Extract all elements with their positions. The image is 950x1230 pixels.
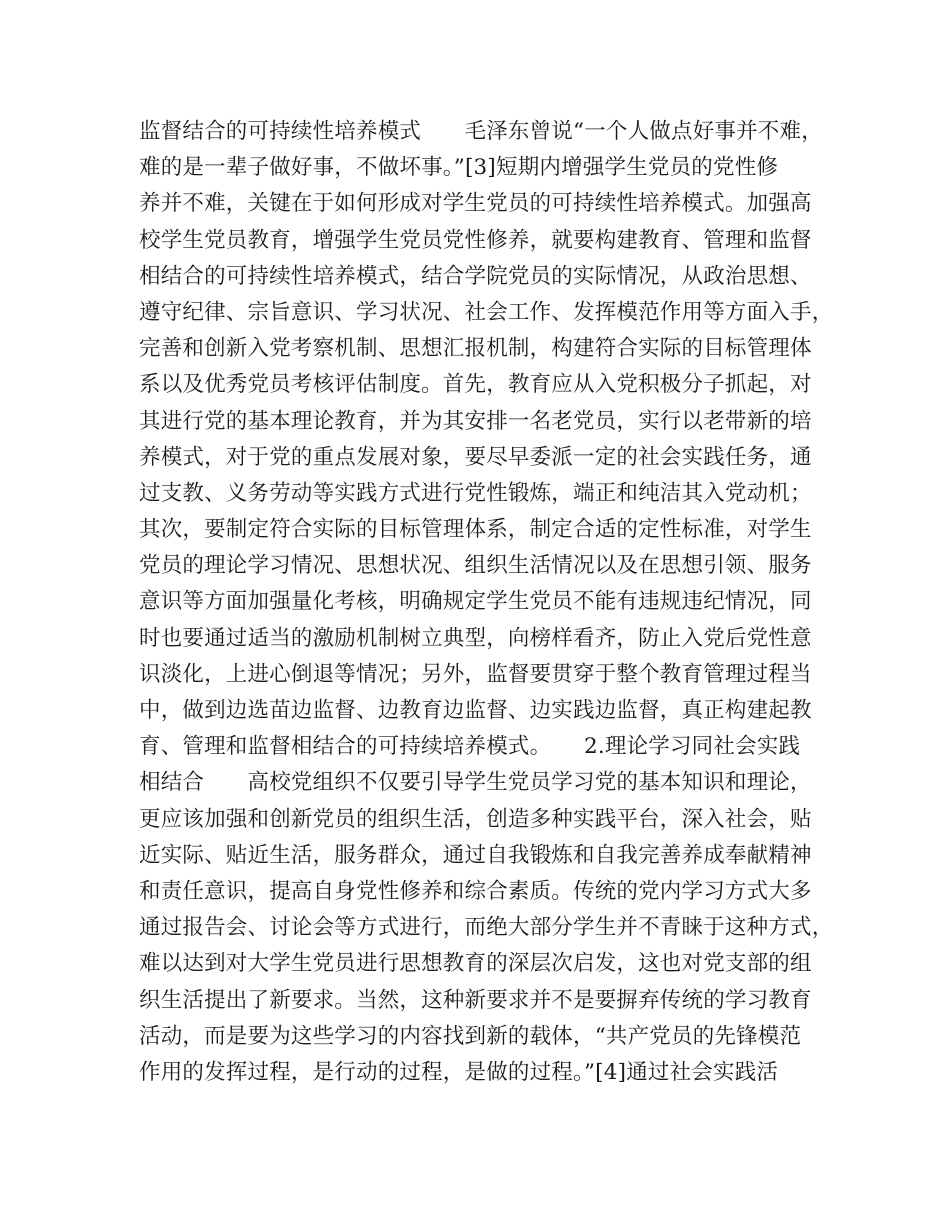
text-line: 养模式，对于党的重点发展对象，要尽早委派一定的社会实践任务，通 (139, 444, 812, 470)
text-line: 完善和创新入党考察机制、思想汇报机制，构建符合实际的目标管理体 (139, 336, 812, 362)
text-line: 识淡化，上进心倒退等情况；另外，监督要贯穿于整个教育管理过程当 (139, 661, 812, 687)
text-line: 通过报告会、讨论会等方式进行，而绝大部分学生并不青睐于这种方式， (139, 915, 834, 941)
text-line: 其进行党的基本理论教育，并为其安排一名老党员，实行以老带新的培 (139, 408, 812, 434)
text-line: 更应该加强和创新党员的组织生活，创造多种实践平台，深入社会，贴 (139, 806, 812, 832)
text-line: 和责任意识，提高自身党性修养和综合素质。传统的党内学习方式大多 (139, 878, 812, 904)
text-line: 中，做到边选苗边监督、边教育边监督、边实践边监督，真正构建起教 (139, 698, 812, 723)
text-line: 难以达到对大学生党员进行思想教育的深层次启发，这也对党支部的组 (139, 951, 812, 977)
text-line: 相结合的可持续性培养模式，结合学院党员的实际情况，从政治思想、 (139, 263, 812, 289)
text-line: 活动，而是要为这些学习的内容找到新的载体，“共产党员的先锋模范 (139, 1023, 802, 1049)
text-line: 系以及优秀党员考核评估制度。首先，教育应从入党积极分子抓起，对 (139, 372, 812, 398)
body-text (139, 114, 834, 1091)
text-line: 校学生党员教育，增强学生党员党性修养，就要构建教育、管理和监督 (139, 227, 812, 253)
text-line: 相结合 高校党组织不仅要引导学生党员学习党的基本知识和理论， (139, 770, 812, 796)
text-line: 近实际、贴近生活，服务群众，通过自我锻炼和自我完善养成奉献精神 (139, 842, 812, 868)
text-line: 织生活提出了新要求。当然，这种新要求并不是要摒弃传统的学习教育 (139, 987, 812, 1013)
text-line: 过支教、义务劳动等实践方式进行党性锻炼，端正和纯洁其入党动机； (139, 480, 812, 506)
text-line: 难的是一辈子做好事，不做坏事。”[3]短期内增强学生党员的党性修 (139, 155, 779, 181)
text-line: 意识等方面加强量化考核，明确规定学生党员不能有违规违纪情况，同 (139, 589, 812, 615)
text-line: 遵守纪律、宗旨意识、学习状况、社会工作、发挥模范作用等方面入手， (139, 299, 834, 325)
text-line: 党员的理论学习情况、思想状况、组织生活情况以及在思想引领、服务 (139, 553, 812, 579)
text-line: 监督结合的可持续性培养模式 毛泽东曾说“一个人做点好事并不难， (139, 119, 823, 144)
text-line: 作用的发挥过程，是行动的过程，是做的过程。”[4]通过社会实践活 (139, 1059, 779, 1085)
text-line: 其次，要制定符合实际的目标管理体系，制定合适的定性标准，对学生 (139, 517, 812, 543)
text-line: 养并不难，关键在于如何形成对学生党员的可持续性培养模式。加强高 (139, 191, 812, 217)
text-line: 时也要通过适当的激励机制树立典型，向榜样看齐，防止入党后党性意 (139, 625, 812, 651)
text-line: 育、管理和监督相结合的可持续培养模式。 2.理论学习同社会实践 (139, 734, 801, 760)
